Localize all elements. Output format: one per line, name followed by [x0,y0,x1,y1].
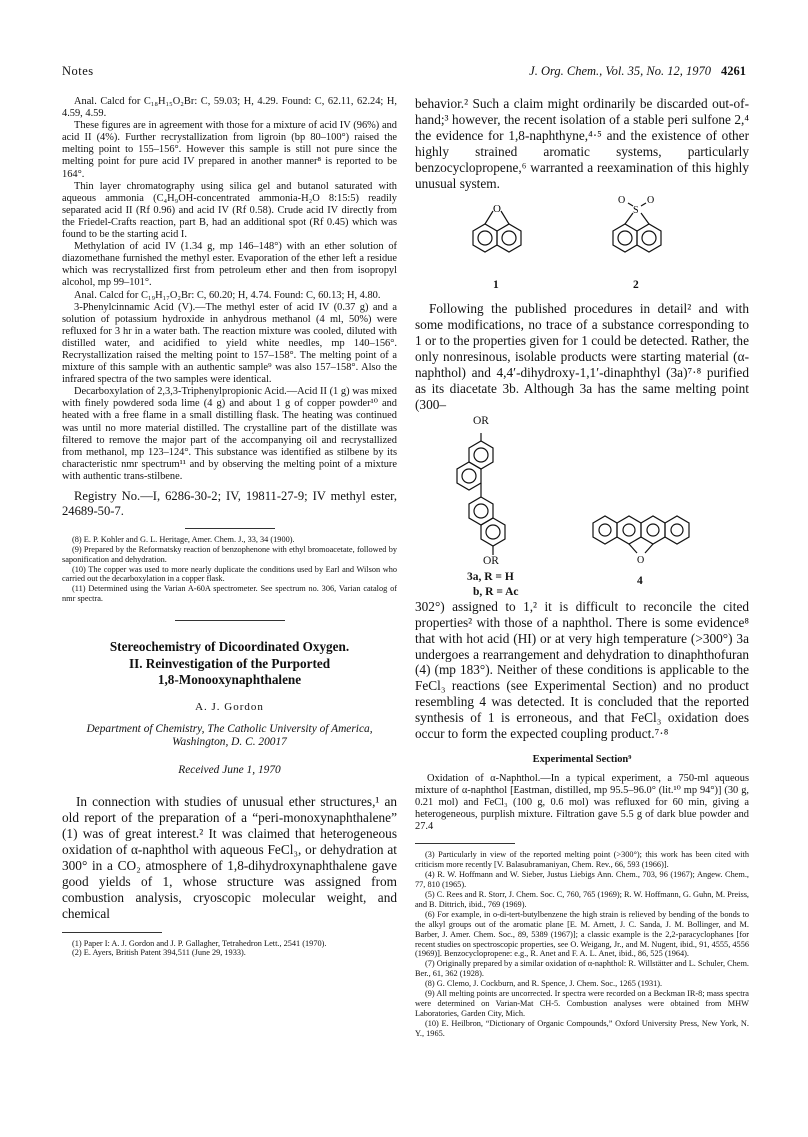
footnote: (8) E. P. Kohler and G. L. Heritage, Amer. Chem. J., 33, 34 (1900). [72,534,295,544]
compound-label-3a: 3a, R = H [467,570,514,583]
journal-citation [529,64,746,79]
compound-label-2: 2 [633,279,639,292]
divider [62,932,162,933]
footnote: (4) R. W. Hoffmann and W. Sieber, Justus Liebigs Ann. Chem., 703, 96 (1967); Angew. Chem., 77, 810 (1965). [415,870,749,890]
footnote: (11) Determined using the Varian A-60A spectrometer. See spectrum no. 306, Varian catalog of nmr spectra. [62,584,397,604]
dinaphthyl-structure [457,433,505,555]
received-date: Received June 1, 1970 [178,764,281,777]
oxygen-label: O [493,203,501,216]
paragraph: Thin layer chromatography using silica gel and butanol saturated with aqueous ammonia (C₄H₉OH-concentrated ammonia-H₂O 8:15:5) readily separated acid II (Rf 0.96) and acid IV (Rf 0.58). Crude acid IV directly from the Friedel-Crafts reaction, part B, had an additional spot (Rf 0.45) which was found to be the starting acid I. [62,180,397,241]
structure-3-4-drawing [415,413,749,599]
journal-name: J. Org. Chem., Vol. 35, No. 12, 1970 [529,64,711,78]
footnote: (3) Particularly in view of the reported melting point (>300°); this work has been cited with criticism more recently [V. Balasubramaniyan, Chem. Rev., 66, 593 (1966)]. [415,850,749,870]
running-header [62,64,746,86]
paragraph: Anal. Calcd for C₁₈H₁₅O₂Br: C, 59.03; H, 4.29. Found: C, 62.11, 62.24; H, 4.59, 4.59. [62,96,397,120]
compound-label-3b: b, R = Ac [473,585,519,598]
paragraph: Following the published procedures in detail² and with some modifications, no trace of a substance corresponding to 1 or to the properties given for 1 could be detected. Rather, the only nonresinous, isolable products were starting material (α-naphthol) and 4,4′-dihydroxy-1,1′-dinaphthyl (3a)⁷·⁸ purified as its diacetate 3b. Although 3a has the same melting point (300– [415,301,749,412]
peri-monoxynaphthalene-structure [473,211,521,252]
paragraph: Decarboxylation of 2,3,3-Triphenylpropionic Acid.—Acid II (1 g) was mixed with finely powdered soda lime (4 g) and about 1 g of copper powder¹⁰ and heated with a free flame in a small distilling flask. The heating was continued was until no more material distilled. The crystalline part of the distillate was filtered to remove the major part of the accompanying oil and recrystallized from methanol, mp 123–124°. This substance was identified as stilbene by its characteristic nmr spectrum¹¹ and by observing the melting point of a mixture with authentic trans-stilbene. [62,386,397,482]
divider [175,620,285,621]
oxygen-label: O [637,554,645,566]
divider [185,528,275,529]
paragraph: Methylation of acid IV (1.34 g, mp 146–148°) with an ether solution of diazomethane furnished the methyl ester. Evaporation of the ether left a residue which was recrystallized first from petroleum ether and then from isopropyl alcohol, mp 99–101°. [62,241,397,289]
author: A. J. Gordon [195,700,264,713]
experimental-paragraph: Oxidation of α-Naphthol.—In a typical experiment, a 750-ml aqueous mixture of α-naphthol [Eastman, distilled, mp 95.5–96.0° (lit.¹⁰ mp 94°)] (30 g, 0.21 mol) and FeCl₃ (100 g, 0.6 mol) was refluxed for 60 min, giving a heterogeneous, purplish mixture. Filtration gave 5.5 g of dark blue powder and 27.4 [415,772,749,833]
footnote: (8) G. Clemo, J. Cockburn, and R. Spence, J. Chem. Soc., 1265 (1931). [425,979,663,989]
article-title [62,639,397,689]
footnote: (5) C. Rees and R. Storr, J. Chem. Soc. C, 760, 765 (1969); R. W. Hoffmann, G. Guhn, M. Preiss, and B. Dittrich, ibid., 769 (1969). [415,890,749,909]
section-label: Notes [62,64,94,78]
oxygen-label: O [618,195,626,207]
oxygen-label: O [647,195,655,207]
footnote: (10) E. Heilbron, “Dictionary of Organic Compounds,” Oxford University Press, New York, N. Y., 1965. [415,1018,749,1038]
compound-label-1: 1 [493,279,499,292]
paragraph: 302°) assigned to 1,² it is difficult to reconcile the cited properties² with those of a naphthol. There is some evidence⁸ that with hot acid (HI) or at very high temperature (>300°) 3a undergoes a rearrangement and dehydration to dinaphthofuran (4) (mp 183°). Neither of these conditions is applicable to the FeCl₃ reactions (see Experimental Section) and no product resembling 4 was detected. It is concluded that the reported synthesis of 1 is erroneous, and that FeCl₃ oxidation does occur to form the expected coupling product.⁷·⁸ [415,598,749,742]
page-number: 4261 [721,64,746,78]
right-column [415,96,749,1106]
intro-paragraph: In connection with studies of unusual ether structures,¹ an old report of the preparation of a “peri-monoxynaphthalene” (1) was of great interest.² It was claimed that heterogeneous oxidation of α-naphthol with aqueous FeCl₃, or dehydration at 300° in a CO₂ atmosphere of 1,8-dihydroxynaphthalene gave good yields of 1, whose structure was assigned from combustion analysis, cryoscopic molecular weight, and chemical [62,794,397,921]
sulfur-label: S [633,205,639,217]
paragraph: behavior.² Such a claim might ordinarily be discarded out-of-hand;³ however, the recent isolation of a stable peri sulfone 2,⁴ the evidence for 1,8-naphthyne,⁴·⁵ and the existence of other highly strained aromatic systems, particularly benzocyclopropene,⁶ warranted a reexamination of this highly unusual system. [415,96,749,191]
paragraph: Anal. Calcd for C₁₉H₁₇O₂Br: C, 60.20; H, 4.74. Found: C, 60.13; H, 4.80. [74,289,381,301]
paragraph: 3-Phenylcinnamic Acid (V).—The methyl ester of acid IV (0.37 g) and a solution of potassium hydroxide in anhydrous methanol (4 ml, 50%) were refluxed for 3 hr in a water bath. The reaction mixture was cooled, diluted with distilled water, and acidified to yield white needles, mp 140–156°. Recrystallization raised the melting point to 157–158°. The melting point of a mixture of this sample with an authentic sample⁹ was also 157–158°. Also the infrared spectra of the two samples were identical. [62,301,397,386]
footnote: (1) Paper I: A. J. Gordon and J. P. Gallagher, Tetrahedron Lett., 2541 (1970). [72,938,327,948]
affiliation: Department of Chemistry, The Catholic University of America, Washington, D. C. 20017 [86,722,373,749]
divider [415,843,515,844]
substituent-label-top: OR [473,414,489,427]
compound-label-4: 4 [637,574,643,587]
registry-numbers: Registry No.—I, 6286-30-2; IV, 19811-27-9; IV methyl ester, 24689-50-7. [62,489,397,519]
dinaphthofuran-structure [593,516,689,553]
footnote: (6) For example, in o-di-tert-butylbenzene the high strain is relieved by bending of the bonds to the alkyl groups out of the aromatic plane [E. M. Arnett, J. C. Sanda, J. M. Bollinger, and M. Barber, J. Amer. Chem. Soc., 89, 5389 (1967)]; a classic example is the 2,2-paracyclophanes [for recent studies on spectroscopic properties, see O. Weigang, Jr., and M. Nugent, ibid., 91, 4555, 4556 (1969)]. Benzocyclopropene: e.g., R. Anet and F. A. L. Anet, ibid., 86, 525 (1964). [415,909,749,959]
title-line: II. Reinvestigation of the Purported [128,655,331,671]
footnote: (2) E. Ayers, British Patent 394,511 (June 29, 1933). [72,948,246,958]
footnote: (10) The copper was used to more nearly duplicate the conditions used by Earl and Wilson who carried out the decarboxylation in a copper flask. [62,564,397,584]
footnote: (9) All melting points are uncorrected. Ir spectra were recorded on a Beckman IR-8; mass spectra were determined on Varian-Mat CH-5. Combustion analyses were obtained from MHW Laboratories, Garden City, Mich. [415,989,749,1018]
paragraph: These figures are in agreement with those for a mixture of acid IV (96%) and acid II (4%). Further recrystallization from ligroin (bp 80–100°) raised the melting point to 155–156°. However this sample is still not pure since the melting point for pure acid IV prepared in another manner⁸ is reported to be 164°. [62,120,397,180]
title-line: Stereochemistry of Dicoordinated Oxygen. [109,639,350,655]
footnote: (7) Originally prepared by a similar oxidation of α-naphthol: R. Willstätter and L. Schuler, Chem. Ber., 61, 362 (1928). [415,959,749,979]
section-heading: Experimental Section⁹ [532,753,632,765]
structures-3-4 [415,413,749,599]
structure-1-2-drawing [415,193,749,285]
title-line: 1,8-Monooxynaphthalene [157,672,302,688]
left-column [62,96,397,1106]
footnote: (9) Prepared by the Reformatsky reaction of benzophenone with ethyl bromoacetate, followed by saponification and dehydration. [62,544,397,564]
substituent-label-bottom: OR [483,554,499,567]
structures-1-2 [415,191,749,301]
